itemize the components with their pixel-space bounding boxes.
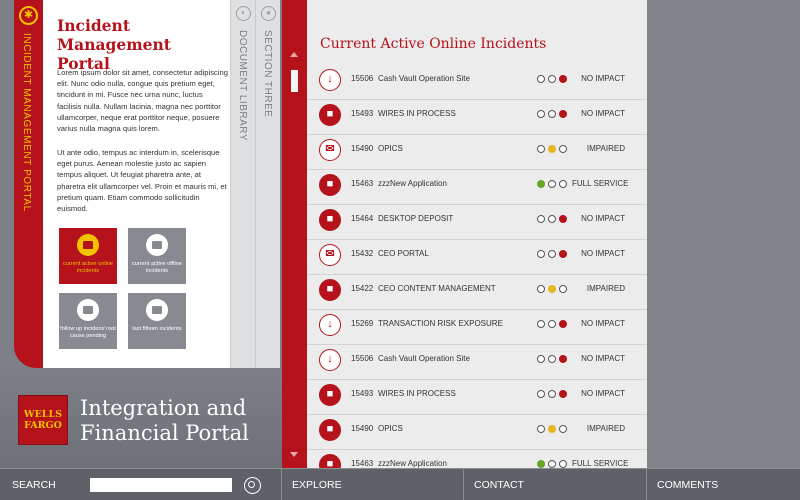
download-icon: ↓ bbox=[319, 69, 341, 91]
status-light-red bbox=[559, 355, 567, 363]
app-title-line: Financial Portal bbox=[80, 421, 249, 445]
app-title-line: Integration and bbox=[80, 396, 247, 420]
incident-row[interactable] bbox=[307, 415, 647, 450]
incident-id: 15269 bbox=[351, 319, 374, 328]
impact-status: NO IMPACT bbox=[581, 214, 625, 223]
impact-status: NO IMPACT bbox=[581, 109, 625, 118]
incident-row[interactable] bbox=[307, 450, 647, 468]
nav-search bbox=[0, 469, 282, 500]
status-light-white bbox=[537, 285, 545, 293]
briefcase-icon: ■ bbox=[319, 174, 341, 196]
impact-status: NO IMPACT bbox=[581, 354, 625, 363]
tile-label: current active online incidents bbox=[62, 261, 114, 274]
status-light-white bbox=[559, 285, 567, 293]
page-title: Incident Management Portal bbox=[57, 16, 171, 73]
description-paragraph: Ut ante odio, tempus ac interdum in, scelerisque eget purus. Aenean molestie justo ac sapien tempus aliquet. Ut feugiat pharetra ante, at pharetra elit ullamcorper vel. Proin et mauris mi, et pretium quam. Etiam commodo sollicitudin euismod. bbox=[57, 148, 227, 214]
tile-label: last fifteen incidents bbox=[132, 326, 182, 332]
tile-current-active-online[interactable] bbox=[59, 228, 117, 284]
portal-strip[interactable] bbox=[14, 0, 43, 368]
mail-icon: ✉ bbox=[319, 244, 341, 266]
impact-status: NO IMPACT bbox=[581, 249, 625, 258]
logo-line: WELLS bbox=[23, 409, 63, 420]
incident-id: 15490 bbox=[351, 144, 374, 153]
gear-circle-icon: ✱ bbox=[19, 6, 38, 25]
nav-explore[interactable]: EXPLORE bbox=[282, 469, 464, 500]
folder-icon bbox=[146, 299, 168, 321]
nav-comments[interactable]: COMMENTS bbox=[657, 479, 719, 491]
incident-row[interactable] bbox=[307, 345, 647, 380]
logo-line: FARGO bbox=[24, 420, 62, 431]
incident-name: Cash Vault Operation Site bbox=[378, 74, 470, 83]
incident-id: 15464 bbox=[351, 214, 374, 223]
wells-fargo-logo bbox=[18, 395, 68, 445]
status-light-white bbox=[537, 425, 545, 433]
status-light-yellow bbox=[548, 425, 556, 433]
tile-label: follow up incident/ root cause pending bbox=[60, 326, 116, 339]
tile-follow-up[interactable] bbox=[59, 293, 117, 349]
status-light-red bbox=[559, 320, 567, 328]
document-icon: ◐ bbox=[236, 6, 251, 21]
status-light-white bbox=[548, 215, 556, 223]
briefcase-icon: ■ bbox=[319, 384, 341, 406]
user-icon: ● bbox=[261, 6, 276, 21]
status-light-white bbox=[537, 355, 545, 363]
search-label: SEARCH bbox=[12, 479, 56, 491]
briefcase-icon: ■ bbox=[319, 454, 341, 468]
impact-status: IMPAIRED bbox=[586, 424, 625, 433]
status-light-green bbox=[537, 180, 545, 188]
download-icon: ↓ bbox=[319, 314, 341, 336]
status-light-red bbox=[559, 390, 567, 398]
status-light-white bbox=[537, 250, 545, 258]
status-light-white bbox=[548, 460, 556, 468]
briefcase-icon: ■ bbox=[319, 209, 341, 231]
incident-name: DESKTOP DEPOSIT bbox=[378, 214, 454, 223]
tile-last-fifteen[interactable] bbox=[128, 293, 186, 349]
status-light-white bbox=[537, 75, 545, 83]
incident-row[interactable] bbox=[307, 170, 647, 205]
search-input[interactable] bbox=[90, 478, 232, 492]
incident-name: zzzNew Application bbox=[378, 179, 447, 188]
portal-strip-label: INCIDENT MANAGEMENT PORTAL bbox=[21, 33, 32, 212]
nav-contact[interactable]: CONTACT bbox=[464, 469, 647, 500]
incident-id: 15463 bbox=[351, 459, 374, 468]
folder-icon bbox=[77, 299, 99, 321]
incident-id: 15493 bbox=[351, 109, 374, 118]
tab-document-library[interactable] bbox=[230, 0, 255, 368]
tile-current-active-offline[interactable] bbox=[128, 228, 186, 284]
incident-id: 15490 bbox=[351, 424, 374, 433]
folder-icon bbox=[77, 234, 99, 256]
incident-id: 15463 bbox=[351, 179, 374, 188]
incident-id: 15506 bbox=[351, 354, 374, 363]
status-light-red bbox=[559, 75, 567, 83]
tile-label: current active offline incidents bbox=[132, 261, 182, 274]
incident-name: WIRES IN PROCESS bbox=[378, 109, 456, 118]
tab-label: DOCUMENT LIBRARY bbox=[237, 30, 248, 141]
incident-row[interactable] bbox=[307, 65, 647, 100]
status-light-red bbox=[559, 215, 567, 223]
incident-name: TRANSACTION RISK EXPOSURE bbox=[378, 319, 503, 328]
status-light-white bbox=[559, 425, 567, 433]
status-light-white bbox=[537, 110, 545, 118]
status-light-white bbox=[559, 180, 567, 188]
status-light-red bbox=[559, 250, 567, 258]
impact-status: FULL SERVICE bbox=[572, 179, 629, 188]
impact-status: FULL SERVICE bbox=[572, 459, 629, 468]
folder-icon bbox=[146, 234, 168, 256]
status-light-yellow bbox=[548, 145, 556, 153]
status-light-yellow bbox=[548, 285, 556, 293]
incident-row[interactable] bbox=[307, 240, 647, 275]
scrollbar[interactable] bbox=[282, 0, 307, 468]
scroll-thumb[interactable] bbox=[291, 70, 298, 92]
status-light-white bbox=[548, 75, 556, 83]
incident-id: 15493 bbox=[351, 389, 374, 398]
search-icon[interactable] bbox=[244, 477, 261, 494]
app-title bbox=[80, 396, 249, 446]
status-light-white bbox=[548, 355, 556, 363]
status-light-white bbox=[548, 110, 556, 118]
status-light-white bbox=[537, 390, 545, 398]
mail-icon: ✉ bbox=[319, 139, 341, 161]
section-title: Current Active Online Incidents bbox=[320, 36, 547, 52]
incident-row[interactable] bbox=[307, 380, 647, 415]
brand-area bbox=[0, 368, 282, 468]
briefcase-icon: ■ bbox=[319, 279, 341, 301]
impact-status: NO IMPACT bbox=[581, 389, 625, 398]
impact-status: NO IMPACT bbox=[581, 74, 625, 83]
incident-name: CEO PORTAL bbox=[378, 249, 429, 258]
description-paragraph: Lorem ipsum dolor sit amet, consectetur adipiscing elit. Nunc odio nulla, congue quis pretium eget, tincidunt in mi. Fusce nec urna nunc, luctus facilisis nulla. Nullam lacinia, magna nec porttitor ullamcorper, neque erat porttitor neque, posuere varius nulla magna quis lorem. bbox=[57, 68, 228, 134]
incident-id: 15432 bbox=[351, 249, 374, 258]
impact-status: IMPAIRED bbox=[586, 284, 625, 293]
incident-row[interactable] bbox=[307, 310, 647, 345]
status-light-white bbox=[537, 145, 545, 153]
incidents-panel bbox=[307, 0, 647, 468]
incident-name: CEO CONTENT MANAGEMENT bbox=[378, 284, 496, 293]
scroll-down-icon[interactable] bbox=[290, 452, 298, 457]
incident-id: 15422 bbox=[351, 284, 374, 293]
bottom-nav bbox=[0, 468, 800, 500]
incident-row[interactable] bbox=[307, 100, 647, 135]
status-light-white bbox=[548, 390, 556, 398]
briefcase-icon: ■ bbox=[319, 419, 341, 441]
status-light-red bbox=[559, 110, 567, 118]
incident-id: 15506 bbox=[351, 74, 374, 83]
incident-row[interactable] bbox=[307, 135, 647, 170]
status-light-white bbox=[559, 145, 567, 153]
briefcase-icon: ■ bbox=[319, 104, 341, 126]
status-light-white bbox=[559, 460, 567, 468]
download-icon: ↓ bbox=[319, 349, 341, 371]
portal-info-panel bbox=[43, 0, 230, 368]
right-gutter bbox=[647, 0, 800, 468]
impact-status: IMPAIRED bbox=[586, 144, 625, 153]
incident-row[interactable] bbox=[307, 205, 647, 240]
status-light-white bbox=[548, 250, 556, 258]
status-light-white bbox=[548, 320, 556, 328]
incident-name: OPICS bbox=[378, 424, 403, 433]
status-light-white bbox=[537, 320, 545, 328]
status-light-white bbox=[537, 215, 545, 223]
status-light-green bbox=[537, 460, 545, 468]
incident-name: Cash Vault Operation Site bbox=[378, 354, 470, 363]
impact-status: NO IMPACT bbox=[581, 319, 625, 328]
tab-section-three[interactable] bbox=[255, 0, 280, 368]
incident-name: zzzNew Application bbox=[378, 459, 447, 468]
incident-name: WIRES IN PROCESS bbox=[378, 389, 456, 398]
incident-name: OPICS bbox=[378, 144, 403, 153]
tab-label: SECTION THREE bbox=[262, 30, 273, 118]
incident-row[interactable] bbox=[307, 275, 647, 310]
status-light-white bbox=[548, 180, 556, 188]
scroll-up-icon[interactable] bbox=[290, 52, 298, 57]
